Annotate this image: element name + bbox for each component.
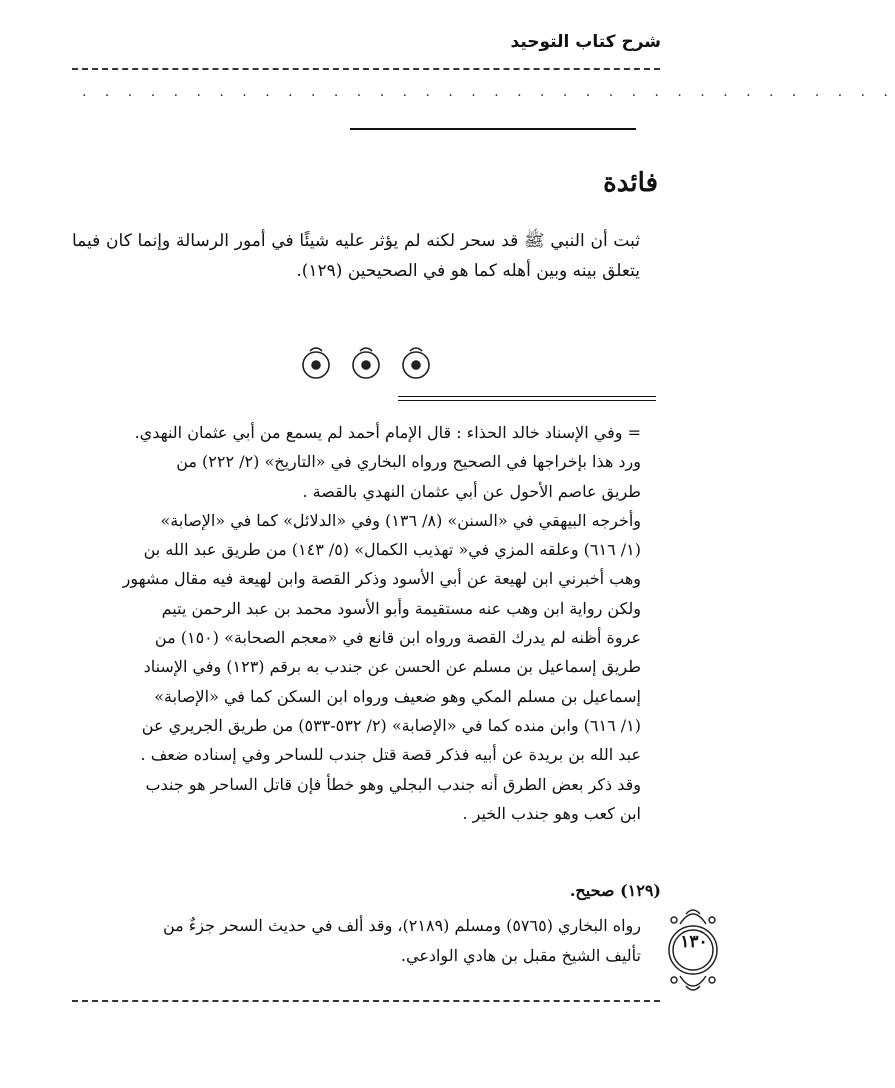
- footnote-line: طريق عاصم الأحول عن أبي عثمان النهدي بالقصة .: [302, 481, 641, 501]
- ornament-divider: [296, 345, 436, 381]
- footnote-line: وهب أخبرني ابن لهيعة عن أبي الأسود وذكر القصة وابن لهيعة فيه مقال مشهور: [122, 569, 641, 589]
- footnote-129-label: (١٢٩) صحيح.: [569, 881, 661, 900]
- footnote-line: تأليف الشيخ مقبل بن هادي الوادعي.: [400, 946, 641, 965]
- footnote-line: (١/ ٦١٦) وعلقه المزي في« تهذيب الكمال» (٥/ ١٤٣) من طريق عبد الله بن: [143, 540, 641, 560]
- footnote-line: وأخرجه البيهقي في «السنن» (٨/ ١٣٦) وفي «الدلائل» كما في «الإصابة»: [160, 510, 641, 530]
- footnote-continued: [68, 418, 641, 828]
- footnote-line: ابن كعب وهو جندب الخير .: [462, 803, 641, 823]
- footnote-line: عبد الله بن بريدة عن أبيه فذكر قصة قتل جندب للساحر وفي إسناده ضعف .: [140, 745, 641, 765]
- footnote-line: ورد هذا بإخراجها في الصحيح ورواه البخاري في «التاريخ» (٢/ ٢٢٢) من: [176, 452, 641, 472]
- ornament-icon: [303, 348, 329, 378]
- running-header: شرح كتاب التوحيد: [510, 32, 661, 52]
- section-heading: فائدة: [603, 168, 658, 198]
- footnote-rule-top: [398, 396, 656, 397]
- footnote-line: طريق إسماعيل بن مسلم عن الحسن عن جندب به برقم (١٢٣) وفي الإسناد: [143, 657, 641, 677]
- ornament-icon: [353, 348, 379, 378]
- footnote-rule-bottom: [398, 400, 656, 401]
- short-rule: [350, 128, 636, 130]
- footnote-line: وقد ذكر بعض الطرق أنه جندب البجلي وهو خطأ فإن قاتل الساحر هو جندب: [145, 774, 641, 794]
- main-paragraph: ثبت أن النبي ﷺ قد سحر لكنه لم يؤثر عليه شيئًا في أمور الرسالة وإنما كان فيما يتعلق بينه وبين أهله كما هو في الصحيحين (١٢٩).: [72, 231, 640, 281]
- footnote-line: = وفي الإسناد خالد الحذاء : قال الإمام أحمد لم يسمع من أبي عثمان النهدي.: [134, 423, 641, 442]
- page-number: ١٣٠: [680, 932, 708, 952]
- ornament-icon: [403, 348, 429, 378]
- footnote-line: رواه البخاري (٥٧٦٥) ومسلم (٢١٨٩)، وقد ألف في حديث السحر جزءٌ من: [162, 916, 641, 935]
- header-divider: [72, 68, 660, 70]
- dotted-separator: · · · · · · · · · · · · · · · · · · · · · · · · · · · · · · · · · · · ·: [82, 88, 895, 104]
- footnote-line: إسماعيل بن مسلم المكي وهو ضعيف ورواه ابن السكن كما في «الإصابة»: [154, 686, 641, 706]
- footnote-129-text: [68, 911, 641, 971]
- footer-divider: [72, 1000, 660, 1002]
- footnote-line: عروة أظنه لم يدرك القصة ورواه ابن قانع في «معجم الصحابة» (١٥٠) من: [154, 628, 641, 648]
- footnote-line: ولكن رواية ابن وهب عنه مستقيمة وأبو الأسود محمد بن عبد الرحمن يتيم: [161, 598, 641, 618]
- footnote-line: (١/ ٦١٦) وابن منده كما في «الإصابة» (٢/ ٥٣٢-٥٣٣) من طريق الجريري عن: [141, 715, 641, 735]
